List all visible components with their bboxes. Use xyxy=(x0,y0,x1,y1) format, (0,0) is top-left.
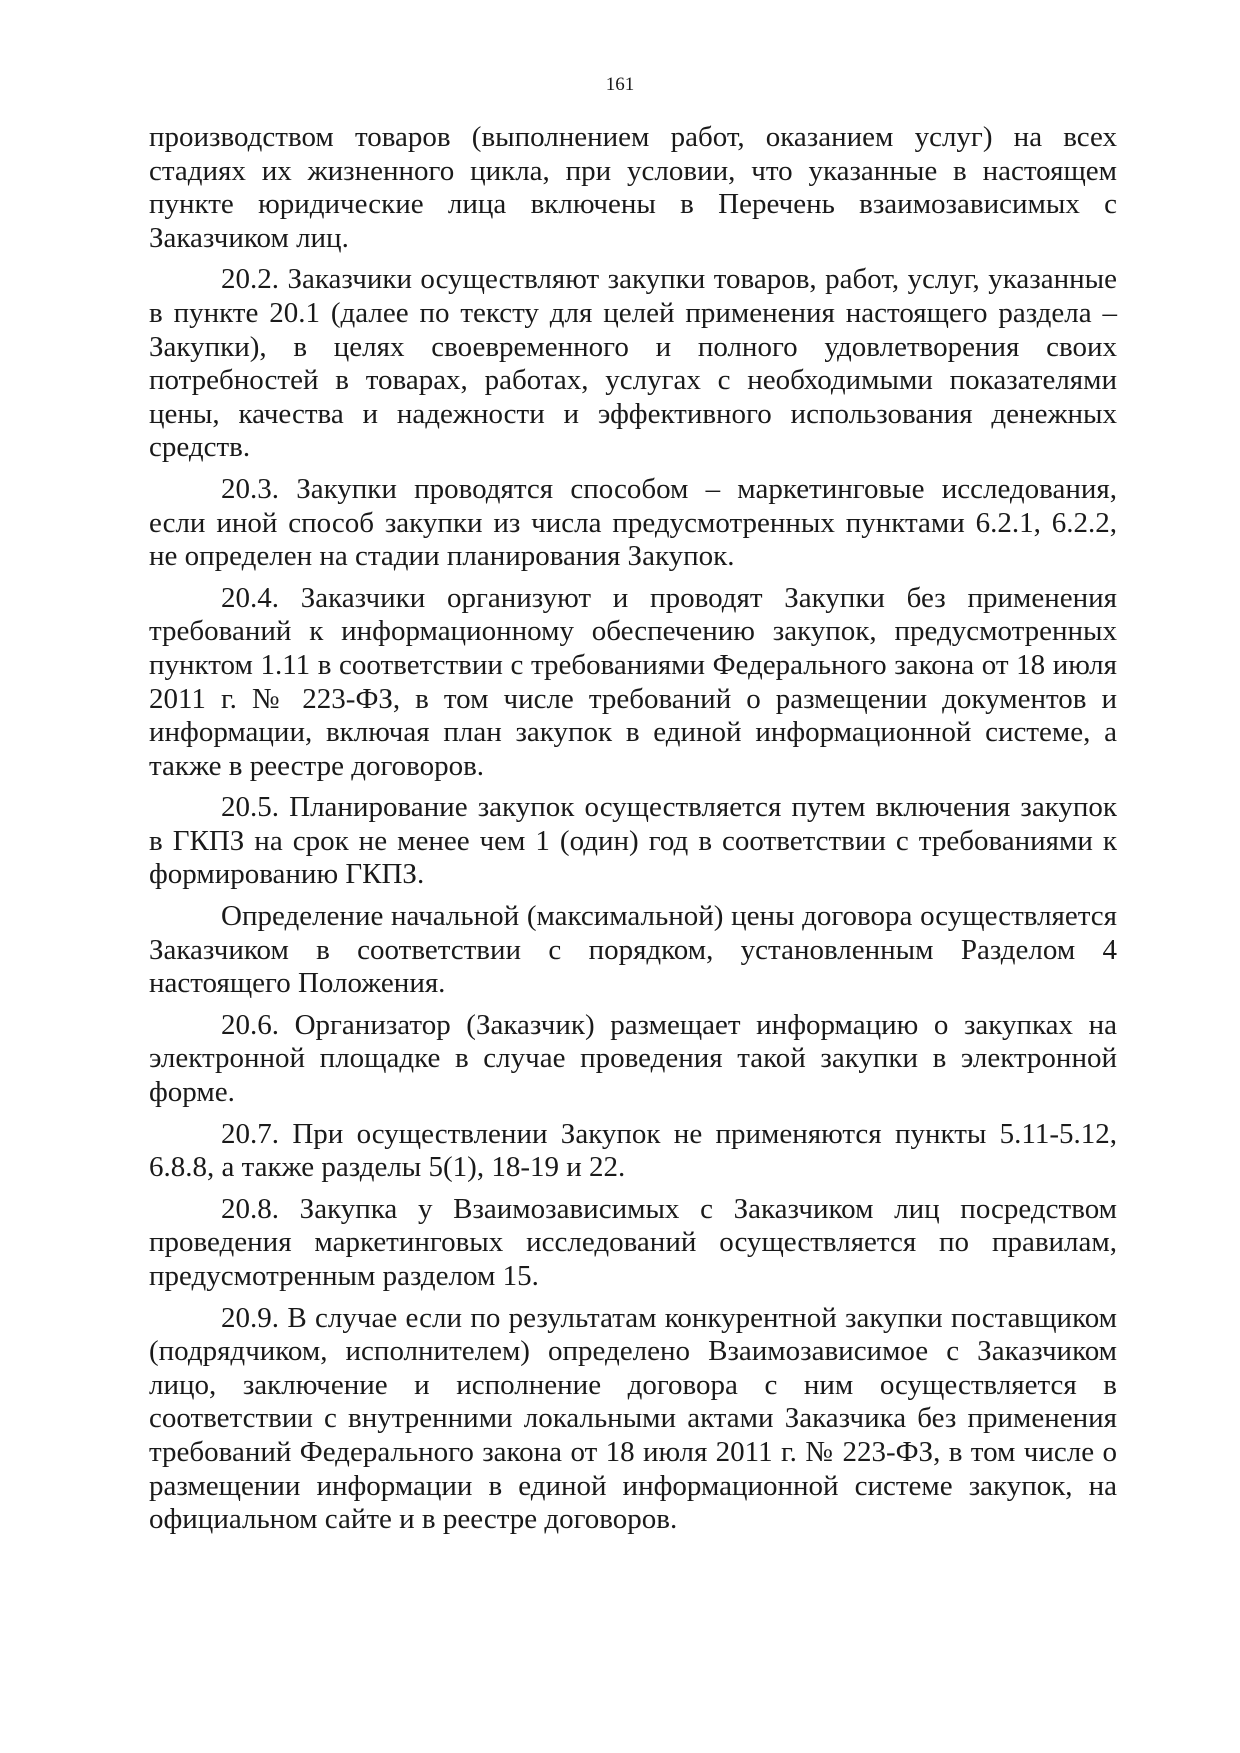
paragraph-20-3: 20.3. Закупки проводятся способом – маркетинговые исследования, если иной способ закупки из числа предусмотренных пунктами 6.2.1, 6.2.2, не определен на стадии планирования Закупок. xyxy=(149,472,1117,573)
paragraph-20-9: 20.9. В случае если по результатам конкурентной закупки поставщиком (подрядчиком, исполнителем) определено Взаимозависимое с Заказчиком лицо, заключение и исполнение договора с ним осуществляется в соответствии с внутренними локальными актами Заказчика без применения требований Федерального закона от 18 июля 2011 г. № 223-ФЗ, в том числе о размещении информации в единой информационной системе закупок, на официальном сайте и в реестре договоров. xyxy=(149,1301,1117,1536)
paragraph-20-5: 20.5. Планирование закупок осуществляется путем включения закупок в ГКПЗ на срок не менее чем 1 (один) год в соответствии с требованиями к формированию ГКПЗ. xyxy=(149,791,1117,891)
paragraph-price-determination: Определение начальной (максимальной) цены договора осуществляется Заказчиком в соответствии с порядком, установленным Разделом 4 настоящего Положения. xyxy=(149,900,1117,1000)
document-body xyxy=(149,121,1117,1545)
paragraph-20-2: 20.2. Заказчики осуществляют закупки товаров, работ, услуг, указанные в пункте 20.1 (далее по тексту для целей применения настоящего раздела – Закупки), в целях своевременного и полного удовлетворения своих потребностей в товарах, работах, услугах с необходимыми показателями цены, качества и надежности и эффективного использования денежных средств. xyxy=(149,263,1117,464)
paragraph-20-7: 20.7. При осуществлении Закупок не применяются пункты 5.11-5.12, 6.8.8, а также разделы 5(1), 18-19 и 22. xyxy=(149,1117,1117,1184)
page-number: 161 xyxy=(605,74,635,95)
paragraph-continuation: производством товаров (выполнением работ, оказанием услуг) на всех стадиях их жизненного цикла, при условии, что указанные в настоящем пункте юридические лица включены в Перечень взаимозависимых с Заказчиком лиц. xyxy=(149,121,1117,254)
paragraph-20-4: 20.4. Заказчики организуют и проводят Закупки без применения требований к информационному обеспечению закупок, предусмотренных пунктом 1.11 в соответствии с требованиями Федерального закона от 18 июля 2011 г. № 223-ФЗ, в том числе требований о размещении документов и информации, включая план закупок в единой информационной системе, а также в реестре договоров. xyxy=(149,581,1117,782)
paragraph-20-6: 20.6. Организатор (Заказчик) размещает информацию о закупках на электронной площадке в случае проведения такой закупки в электронной форме. xyxy=(149,1008,1117,1109)
paragraph-20-8: 20.8. Закупка у Взаимозависимых с Заказчиком лиц посредством проведения маркетинговых исследований осуществляется по правилам, предусмотренным разделом 15. xyxy=(149,1192,1117,1292)
